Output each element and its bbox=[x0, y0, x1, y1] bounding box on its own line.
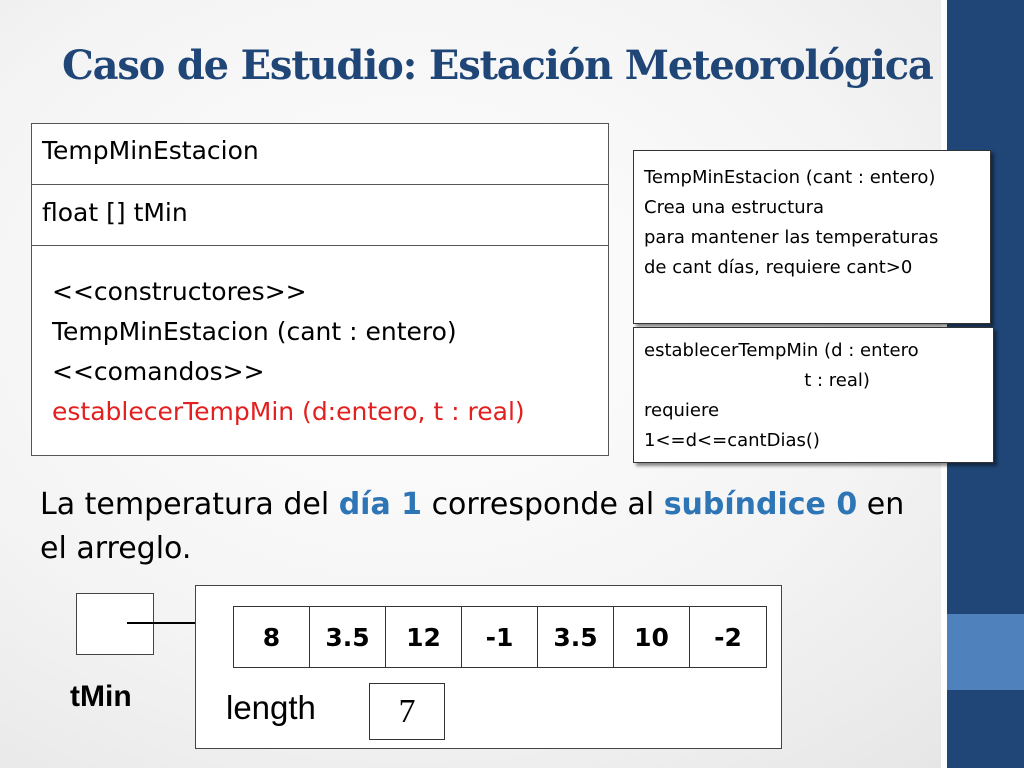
sidebar-accent bbox=[947, 614, 1024, 690]
length-value: 7 bbox=[369, 683, 445, 740]
command-note: establecerTempMin (d : entero t : real) requiere 1<=d<=cantDias() bbox=[633, 327, 994, 463]
explanation-part3: en el arreglo. bbox=[40, 487, 905, 566]
uml-class-name: TempMinEstacion bbox=[32, 124, 608, 185]
uml-attribute: float [] tMin bbox=[32, 185, 608, 246]
explanation-part2: corresponde al bbox=[422, 487, 664, 522]
uml-stereotype-constructors: <<constructores>> bbox=[52, 277, 307, 306]
explanation-highlight-index: subíndice 0 bbox=[663, 487, 858, 522]
explanation-text bbox=[40, 483, 920, 571]
explanation-part1: La temperatura del bbox=[40, 487, 339, 522]
array-cell: -2 bbox=[690, 607, 766, 667]
length-label: length bbox=[226, 689, 316, 726]
array-cell: 3.5 bbox=[310, 607, 386, 667]
array-cell: 10 bbox=[614, 607, 690, 667]
array-cells bbox=[233, 606, 767, 668]
uml-stereotype-commands: <<comandos>> bbox=[52, 357, 265, 386]
array-cell: 3.5 bbox=[538, 607, 614, 667]
uml-command: establecerTempMin (d:entero, t : real) bbox=[52, 397, 525, 426]
array-cell: 8 bbox=[234, 607, 310, 667]
uml-constructor: TempMinEstacion (cant : entero) bbox=[52, 317, 457, 346]
explanation-highlight-day: día 1 bbox=[338, 487, 423, 522]
uml-class-box bbox=[31, 123, 609, 456]
variable-label: tMin bbox=[70, 680, 132, 713]
slide-title: Caso de Estudio: Estación Meteorológica bbox=[62, 42, 933, 89]
reference-arrow-line bbox=[127, 622, 203, 624]
constructor-note: TempMinEstacion (cant : entero) Crea una estructura para mantener las temperaturas de cant días, requiere cant>0 bbox=[633, 150, 991, 324]
array-cell: -1 bbox=[462, 607, 538, 667]
uml-methods bbox=[32, 246, 608, 432]
array-cell: 12 bbox=[386, 607, 462, 667]
variable-box bbox=[76, 593, 154, 655]
